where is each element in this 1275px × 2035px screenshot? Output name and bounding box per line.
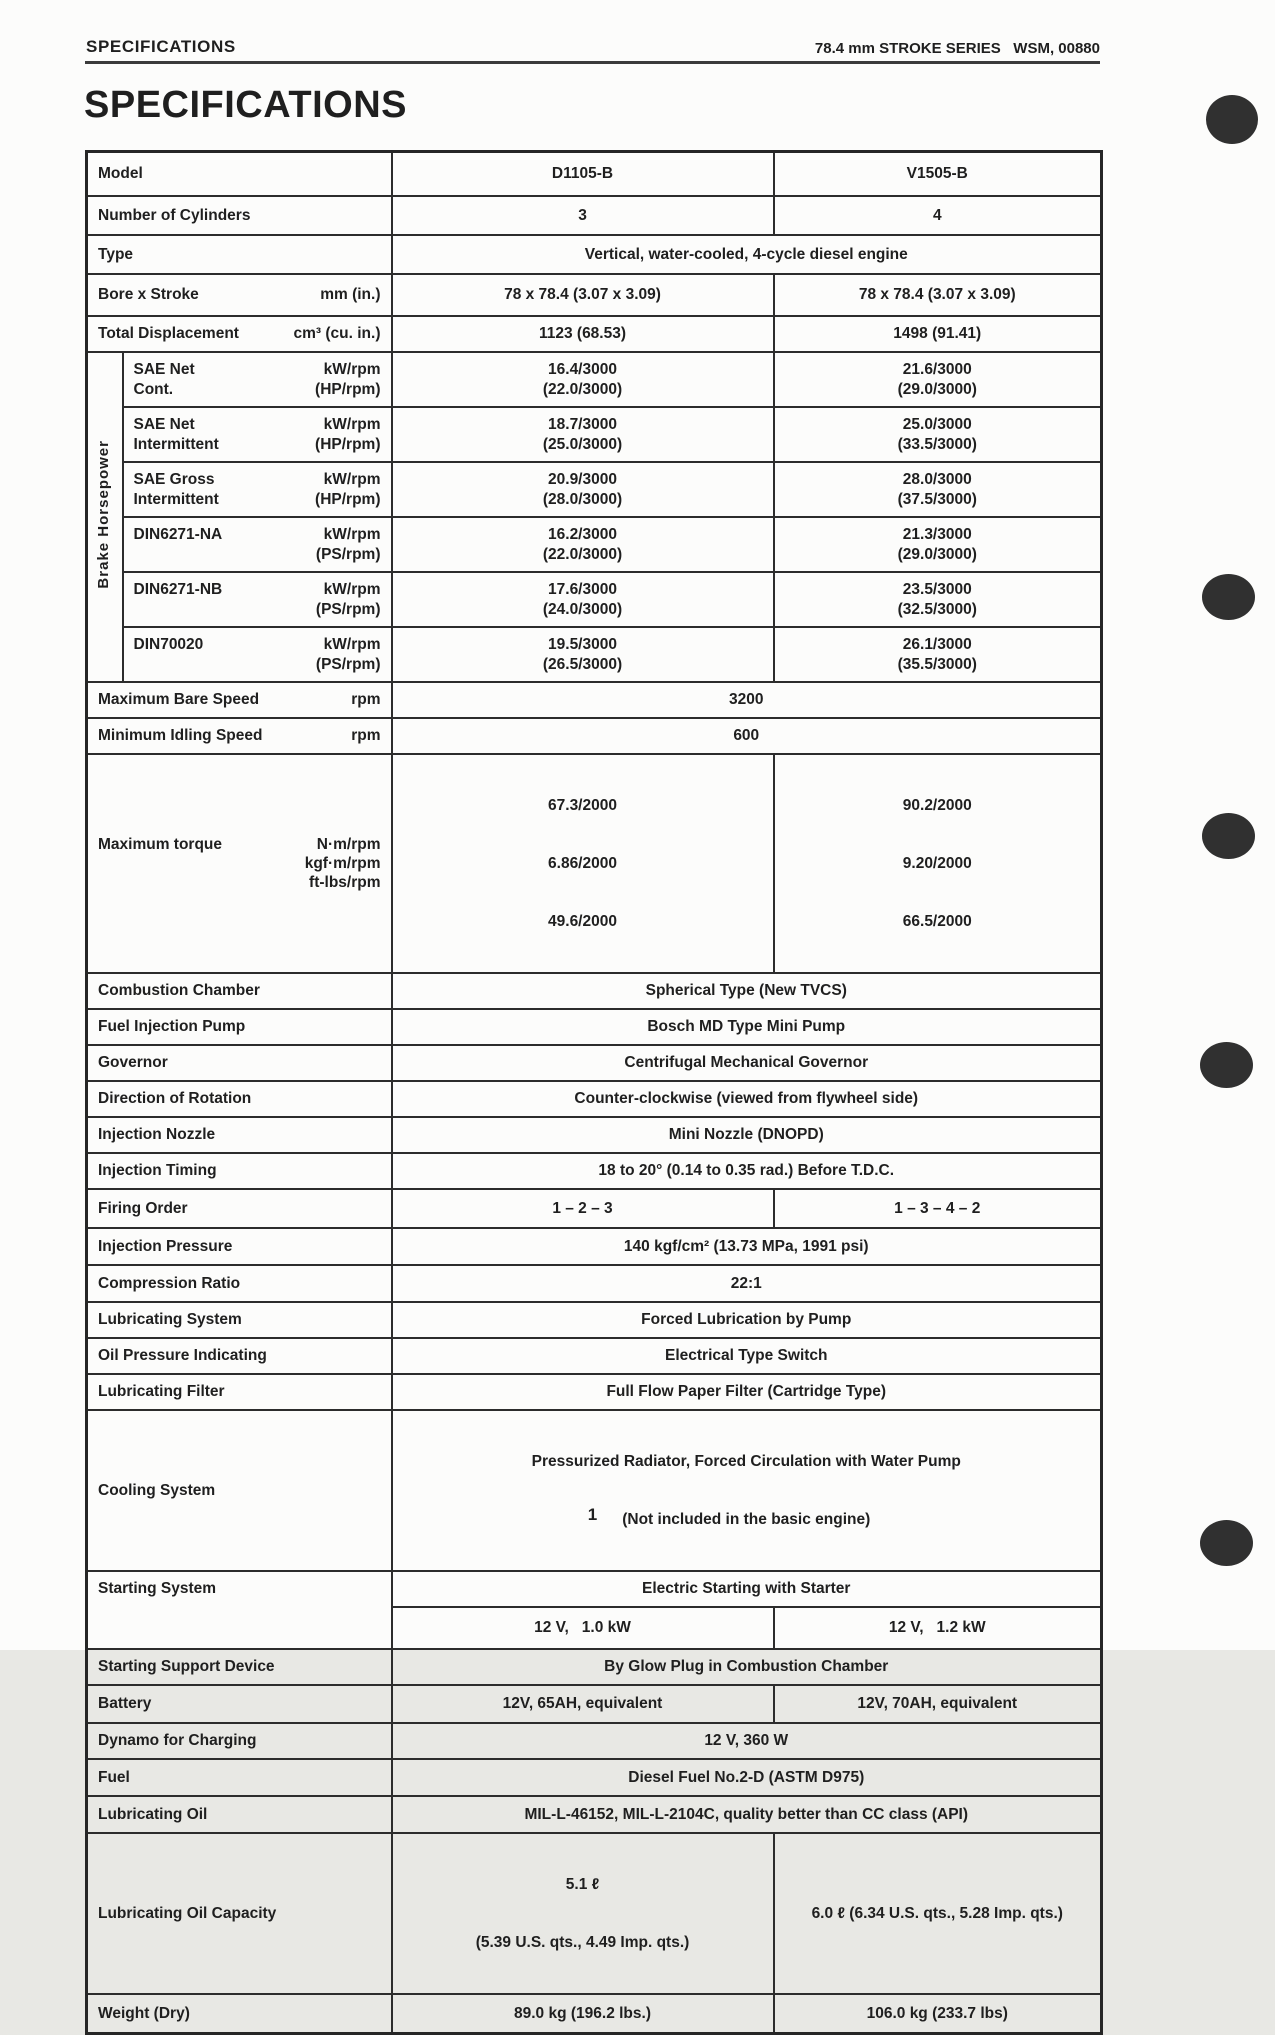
label-text: Maximum torque bbox=[98, 835, 223, 853]
value-max-bare-speed: 3200 bbox=[392, 682, 1102, 718]
bh-value-d1105 bbox=[392, 627, 774, 682]
bh-value-d1105 bbox=[392, 517, 774, 572]
bh-name2: Intermittent bbox=[133, 490, 219, 508]
label-model bbox=[87, 152, 392, 197]
bh-value-line1: 26.1/3000 bbox=[902, 636, 972, 654]
label-text: Lubricating Oil Capacity bbox=[98, 1904, 277, 1922]
row-compression-ratio bbox=[87, 1265, 1102, 1302]
label-cooling-system bbox=[87, 1410, 392, 1571]
value-torque-d1105 bbox=[392, 754, 774, 973]
label-combustion-chamber bbox=[87, 973, 392, 1009]
row-injection-timing bbox=[87, 1153, 1102, 1189]
row-bh-din6271-nb bbox=[87, 572, 1102, 627]
value-starting-support-device: By Glow Plug in Combustion Chamber bbox=[392, 1649, 1102, 1685]
torque-line: 67.3/2000 bbox=[548, 796, 617, 814]
punch-mark-5 bbox=[1200, 1520, 1253, 1566]
bh-name: SAE Net bbox=[133, 416, 195, 434]
bh-value-v1505 bbox=[774, 627, 1102, 682]
label-text: Injection Nozzle bbox=[98, 1126, 216, 1144]
value-oil-pressure-indicating: Electrical Type Switch bbox=[392, 1338, 1102, 1374]
value-injection-pressure: 140 kgf/cm² (13.73 MPa, 1991 psi) bbox=[392, 1228, 1102, 1265]
bh-value-line2: (33.5/3000) bbox=[897, 435, 977, 453]
bh-unit2: (PS/rpm) bbox=[315, 545, 381, 563]
value-fuel-injection-pump: Bosch MD Type Mini Pump bbox=[392, 1009, 1102, 1045]
bh-unit: kW/rpm bbox=[323, 581, 381, 599]
label-cylinders bbox=[87, 196, 392, 235]
torque-line: 66.5/2000 bbox=[902, 913, 972, 930]
label-firing-order bbox=[87, 1189, 392, 1228]
value-weight-d1105: 89.0 kg (196.2 lbs.) bbox=[392, 1994, 774, 2034]
label-text: Direction of Rotation bbox=[98, 1090, 252, 1108]
value-lubricating-filter: Full Flow Paper Filter (Cartridge Type) bbox=[392, 1374, 1102, 1410]
value-cooling-system bbox=[392, 1410, 1102, 1571]
bh-sublabel bbox=[123, 572, 392, 627]
value-starter-d1105: 12 V, 1.0 kW bbox=[392, 1607, 774, 1649]
label-direction-of-rotation bbox=[87, 1081, 392, 1117]
row-model bbox=[87, 152, 1102, 197]
bh-value-line1: 17.6/3000 bbox=[548, 581, 617, 599]
unit-text: mm (in.) bbox=[320, 286, 381, 304]
row-lubricating-oil bbox=[87, 1796, 1102, 1833]
label-text: Minimum Idling Speed bbox=[98, 727, 263, 745]
row-bh-din70020 bbox=[87, 627, 1102, 682]
bh-unit: kW/rpm bbox=[323, 636, 381, 654]
bh-unit: kW/rpm bbox=[323, 526, 381, 544]
unit-text: ft-lbs/rpm bbox=[309, 874, 381, 892]
bh-sublabel bbox=[123, 627, 392, 682]
bh-sublabel bbox=[123, 407, 392, 462]
label-injection-nozzle bbox=[87, 1117, 392, 1153]
label-dynamo bbox=[87, 1723, 392, 1759]
bh-value-v1505 bbox=[774, 462, 1102, 517]
bh-name2: Cont. bbox=[133, 380, 174, 398]
bh-value-line2: (22.0/3000) bbox=[542, 545, 623, 563]
label-text: Starting Support Device bbox=[98, 1658, 275, 1676]
bh-name: DIN70020 bbox=[133, 636, 204, 654]
value-starting-system: Electric Starting with Starter bbox=[392, 1571, 1102, 1607]
label-battery bbox=[87, 1685, 392, 1723]
bh-value-line1: 28.0/3000 bbox=[902, 471, 972, 489]
label-text: Oil Pressure Indicating bbox=[98, 1347, 267, 1365]
label-lubricating-oil bbox=[87, 1796, 392, 1833]
row-battery bbox=[87, 1685, 1102, 1723]
value-injection-nozzle: Mini Nozzle (DNOPD) bbox=[392, 1117, 1102, 1153]
row-oil-pressure-indicating bbox=[87, 1338, 1102, 1374]
row-governor bbox=[87, 1045, 1102, 1081]
label-text: Lubricating Filter bbox=[98, 1383, 225, 1401]
bh-name: DIN6271-NA bbox=[133, 526, 223, 544]
row-fuel bbox=[87, 1759, 1102, 1796]
cooling-line2: (Not included in the basic engine) bbox=[622, 1511, 871, 1528]
bh-unit: kW/rpm bbox=[323, 416, 381, 434]
bh-value-line2: (32.5/3000) bbox=[897, 600, 977, 618]
oil-capacity-line1: 5.1 ℓ bbox=[565, 1875, 600, 1893]
value-displacement-d1105: 1123 (68.53) bbox=[392, 316, 774, 352]
label-text: Dynamo for Charging bbox=[98, 1732, 257, 1750]
bh-value-line1: 16.2/3000 bbox=[548, 526, 617, 544]
value-injection-timing: 18 to 20° (0.14 to 0.35 rad.) Before T.D.C. bbox=[392, 1153, 1102, 1189]
bh-unit: kW/rpm bbox=[323, 471, 381, 489]
unit-text: N·m/rpm bbox=[316, 835, 381, 853]
bh-unit: kW/rpm bbox=[323, 361, 381, 379]
bh-value-line2: (25.0/3000) bbox=[542, 435, 623, 453]
value-firing-order-d1105: 1 – 2 – 3 bbox=[392, 1189, 774, 1228]
bh-value-line2: (26.5/3000) bbox=[542, 655, 623, 673]
label-weight-dry bbox=[87, 1994, 392, 2034]
specifications-table bbox=[85, 150, 1103, 2035]
label-text: Firing Order bbox=[98, 1199, 188, 1217]
bh-value-v1505 bbox=[774, 572, 1102, 627]
bh-value-d1105 bbox=[392, 407, 774, 462]
label-text: Bore x Stroke bbox=[98, 286, 199, 304]
label-bore-stroke bbox=[87, 274, 392, 316]
bh-value-v1505 bbox=[774, 517, 1102, 572]
bh-value-d1105 bbox=[392, 572, 774, 627]
value-fuel: Diesel Fuel No.2-D (ASTM D975) bbox=[392, 1759, 1102, 1796]
torque-line: 90.2/2000 bbox=[902, 796, 972, 814]
label-text: Battery bbox=[98, 1695, 152, 1713]
value-combustion-chamber: Spherical Type (New TVCS) bbox=[392, 973, 1102, 1009]
bh-value-line2: (29.0/3000) bbox=[897, 545, 977, 563]
label-text: Compression Ratio bbox=[98, 1274, 241, 1292]
label-displacement bbox=[87, 316, 392, 352]
label-governor bbox=[87, 1045, 392, 1081]
bh-name: SAE Gross bbox=[133, 471, 215, 489]
value-starter-v1505: 12 V, 1.2 kW bbox=[774, 1607, 1102, 1649]
bh-name: DIN6271-NB bbox=[133, 581, 223, 599]
label-type bbox=[87, 235, 392, 274]
label-text: Starting System bbox=[98, 1580, 217, 1598]
value-firing-order-v1505: 1 – 3 – 4 – 2 bbox=[774, 1189, 1102, 1228]
page-title: SPECIFICATIONS bbox=[84, 84, 407, 126]
unit-text: cm³ (cu. in.) bbox=[293, 325, 381, 343]
bh-name2: Intermittent bbox=[133, 435, 219, 453]
label-injection-pressure bbox=[87, 1228, 392, 1265]
value-weight-v1505: 106.0 kg (233.7 lbs) bbox=[774, 1994, 1102, 2034]
unit-text: rpm bbox=[351, 727, 381, 745]
cooling-line1: Pressurized Radiator, Forced Circulation with Water Pump bbox=[531, 1452, 961, 1470]
label-text: Injection Pressure bbox=[98, 1237, 233, 1255]
row-dynamo bbox=[87, 1723, 1102, 1759]
label-text: Weight (Dry) bbox=[98, 2004, 190, 2022]
label-text: Maximum Bare Speed bbox=[98, 691, 260, 709]
value-model-v1505: V1505-B bbox=[774, 152, 1102, 197]
row-direction-of-rotation bbox=[87, 1081, 1102, 1117]
value-battery-v1505: 12V, 70AH, equivalent bbox=[774, 1685, 1102, 1723]
bh-unit2: (HP/rpm) bbox=[315, 490, 381, 508]
bh-value-line1: 21.3/3000 bbox=[902, 526, 972, 544]
bh-value-line1: 23.5/3000 bbox=[902, 581, 972, 599]
value-bore-stroke-v1505: 78 x 78.4 (3.07 x 3.09) bbox=[774, 274, 1102, 316]
label-lubricating-system bbox=[87, 1302, 392, 1338]
bh-unit2: (PS/rpm) bbox=[315, 600, 381, 618]
value-dynamo: 12 V, 360 W bbox=[392, 1723, 1102, 1759]
bh-sublabel bbox=[123, 352, 392, 407]
bh-value-line1: 20.9/3000 bbox=[548, 471, 617, 489]
label-oil-pressure-indicating bbox=[87, 1338, 392, 1374]
bh-value-d1105 bbox=[392, 462, 774, 517]
bh-value-line2: (29.0/3000) bbox=[897, 380, 977, 398]
row-type bbox=[87, 235, 1102, 274]
row-injection-pressure bbox=[87, 1228, 1102, 1265]
bh-unit2: (HP/rpm) bbox=[315, 380, 381, 398]
label-text: Injection Timing bbox=[98, 1162, 217, 1180]
value-displacement-v1505: 1498 (91.41) bbox=[774, 316, 1102, 352]
value-battery-d1105: 12V, 65AH, equivalent bbox=[392, 1685, 774, 1723]
row-max-bare-speed bbox=[87, 682, 1102, 718]
bh-value-line2: (24.0/3000) bbox=[542, 600, 623, 618]
unit-text: kgf·m/rpm bbox=[304, 854, 381, 872]
label-text: Model bbox=[98, 165, 143, 183]
value-governor: Centrifugal Mechanical Governor bbox=[392, 1045, 1102, 1081]
bh-value-line2: (28.0/3000) bbox=[542, 490, 623, 508]
row-cooling-system bbox=[87, 1410, 1102, 1571]
oil-capacity-line2: (5.39 U.S. qts., 4.49 Imp. qts.) bbox=[475, 1934, 690, 1951]
row-weight-dry bbox=[87, 1994, 1102, 2034]
bh-name: SAE Net bbox=[133, 361, 195, 379]
running-header-left: SPECIFICATIONS bbox=[86, 37, 236, 56]
bh-value-v1505 bbox=[774, 352, 1102, 407]
torque-line: 6.86/2000 bbox=[548, 854, 617, 872]
label-text: Total Displacement bbox=[98, 325, 239, 343]
row-cylinders bbox=[87, 196, 1102, 235]
bh-sublabel bbox=[123, 462, 392, 517]
vertical-label-text: Brake Horsepower bbox=[95, 440, 113, 589]
label-text: Cooling System bbox=[98, 1481, 216, 1499]
label-lubricating-filter bbox=[87, 1374, 392, 1410]
row-bh-sae-net-cont bbox=[87, 352, 1102, 407]
value-torque-v1505 bbox=[774, 754, 1102, 973]
label-text: Fuel bbox=[98, 1768, 130, 1786]
punch-mark-1 bbox=[1206, 95, 1258, 144]
value-bore-stroke-d1105: 78 x 78.4 (3.07 x 3.09) bbox=[392, 274, 774, 316]
unit-text: rpm bbox=[351, 691, 381, 709]
label-injection-timing bbox=[87, 1153, 392, 1189]
label-text: Combustion Chamber bbox=[98, 982, 260, 1000]
row-firing-order bbox=[87, 1189, 1102, 1228]
bh-value-line1: 19.5/3000 bbox=[548, 636, 617, 654]
bh-value-line2: (37.5/3000) bbox=[897, 490, 977, 508]
bh-value-line2: (22.0/3000) bbox=[542, 380, 623, 398]
bh-value-d1105 bbox=[392, 352, 774, 407]
row-starting-support-device bbox=[87, 1649, 1102, 1685]
row-starting-system bbox=[87, 1571, 1102, 1607]
value-model-d1105: D1105-B bbox=[392, 152, 774, 197]
row-bh-sae-net-intermittent bbox=[87, 407, 1102, 462]
punch-mark-2 bbox=[1202, 574, 1255, 620]
row-bore-stroke bbox=[87, 274, 1102, 316]
label-starting-system bbox=[87, 1571, 392, 1649]
bh-value-line2: (35.5/3000) bbox=[897, 655, 977, 673]
row-fuel-injection-pump bbox=[87, 1009, 1102, 1045]
label-text: Governor bbox=[98, 1054, 168, 1072]
page-number: 1 bbox=[587, 1505, 598, 1524]
value-cylinders-v1505: 4 bbox=[774, 196, 1102, 235]
row-lubricating-filter bbox=[87, 1374, 1102, 1410]
value-type: Vertical, water-cooled, 4-cycle diesel engine bbox=[392, 235, 1102, 274]
bh-value-line1: 16.4/3000 bbox=[548, 361, 617, 379]
label-text: Type bbox=[98, 245, 134, 263]
value-oil-capacity-d1105 bbox=[392, 1833, 774, 1994]
label-lubricating-oil-capacity bbox=[87, 1833, 392, 1994]
header-rule bbox=[85, 61, 1100, 64]
row-maximum-torque bbox=[87, 754, 1102, 973]
label-text: Lubricating System bbox=[98, 1311, 242, 1329]
label-max-bare-speed bbox=[87, 682, 392, 718]
torque-line: 49.6/2000 bbox=[548, 913, 617, 930]
bh-value-v1505 bbox=[774, 407, 1102, 462]
value-lubricating-oil: MIL-L-46152, MIL-L-2104C, quality better than CC class (API) bbox=[392, 1796, 1102, 1833]
label-fuel-injection-pump bbox=[87, 1009, 392, 1045]
torque-line: 9.20/2000 bbox=[902, 854, 972, 872]
label-starting-support-device bbox=[87, 1649, 392, 1685]
value-oil-capacity-v1505: 6.0 ℓ (6.34 U.S. qts., 5.28 Imp. qts.) bbox=[774, 1833, 1102, 1994]
row-lubricating-oil-capacity bbox=[87, 1833, 1102, 1994]
value-lubricating-system: Forced Lubrication by Pump bbox=[392, 1302, 1102, 1338]
punch-mark-3 bbox=[1202, 813, 1255, 859]
row-injection-nozzle bbox=[87, 1117, 1102, 1153]
row-min-idling-speed bbox=[87, 718, 1102, 754]
bh-value-line1: 21.6/3000 bbox=[902, 361, 972, 379]
label-fuel bbox=[87, 1759, 392, 1796]
row-combustion-chamber bbox=[87, 973, 1102, 1009]
label-compression-ratio bbox=[87, 1265, 392, 1302]
bh-value-line1: 18.7/3000 bbox=[548, 416, 617, 434]
label-min-idling-speed bbox=[87, 718, 392, 754]
bh-sublabel bbox=[123, 517, 392, 572]
value-compression-ratio: 22:1 bbox=[392, 1265, 1102, 1302]
value-cylinders-d1105: 3 bbox=[392, 196, 774, 235]
label-text: Fuel Injection Pump bbox=[98, 1018, 246, 1036]
running-header-right: 78.4 mm STROKE SERIES WSM, 00880 bbox=[814, 40, 1100, 57]
label-text: Lubricating Oil bbox=[98, 1805, 208, 1823]
row-bh-din6271-na bbox=[87, 517, 1102, 572]
bh-unit2: (HP/rpm) bbox=[315, 435, 381, 453]
row-lubricating-system bbox=[87, 1302, 1102, 1338]
bh-unit2: (PS/rpm) bbox=[315, 655, 381, 673]
label-text: Number of Cylinders bbox=[98, 206, 251, 224]
value-direction-of-rotation: Counter-clockwise (viewed from flywheel side) bbox=[392, 1081, 1102, 1117]
brake-horsepower-group-label bbox=[87, 352, 123, 682]
row-bh-sae-gross-intermittent bbox=[87, 462, 1102, 517]
label-maximum-torque bbox=[87, 754, 392, 973]
bh-value-line1: 25.0/3000 bbox=[902, 416, 972, 434]
row-displacement bbox=[87, 316, 1102, 352]
value-min-idling-speed: 600 bbox=[392, 718, 1102, 754]
punch-mark-4 bbox=[1200, 1042, 1253, 1088]
